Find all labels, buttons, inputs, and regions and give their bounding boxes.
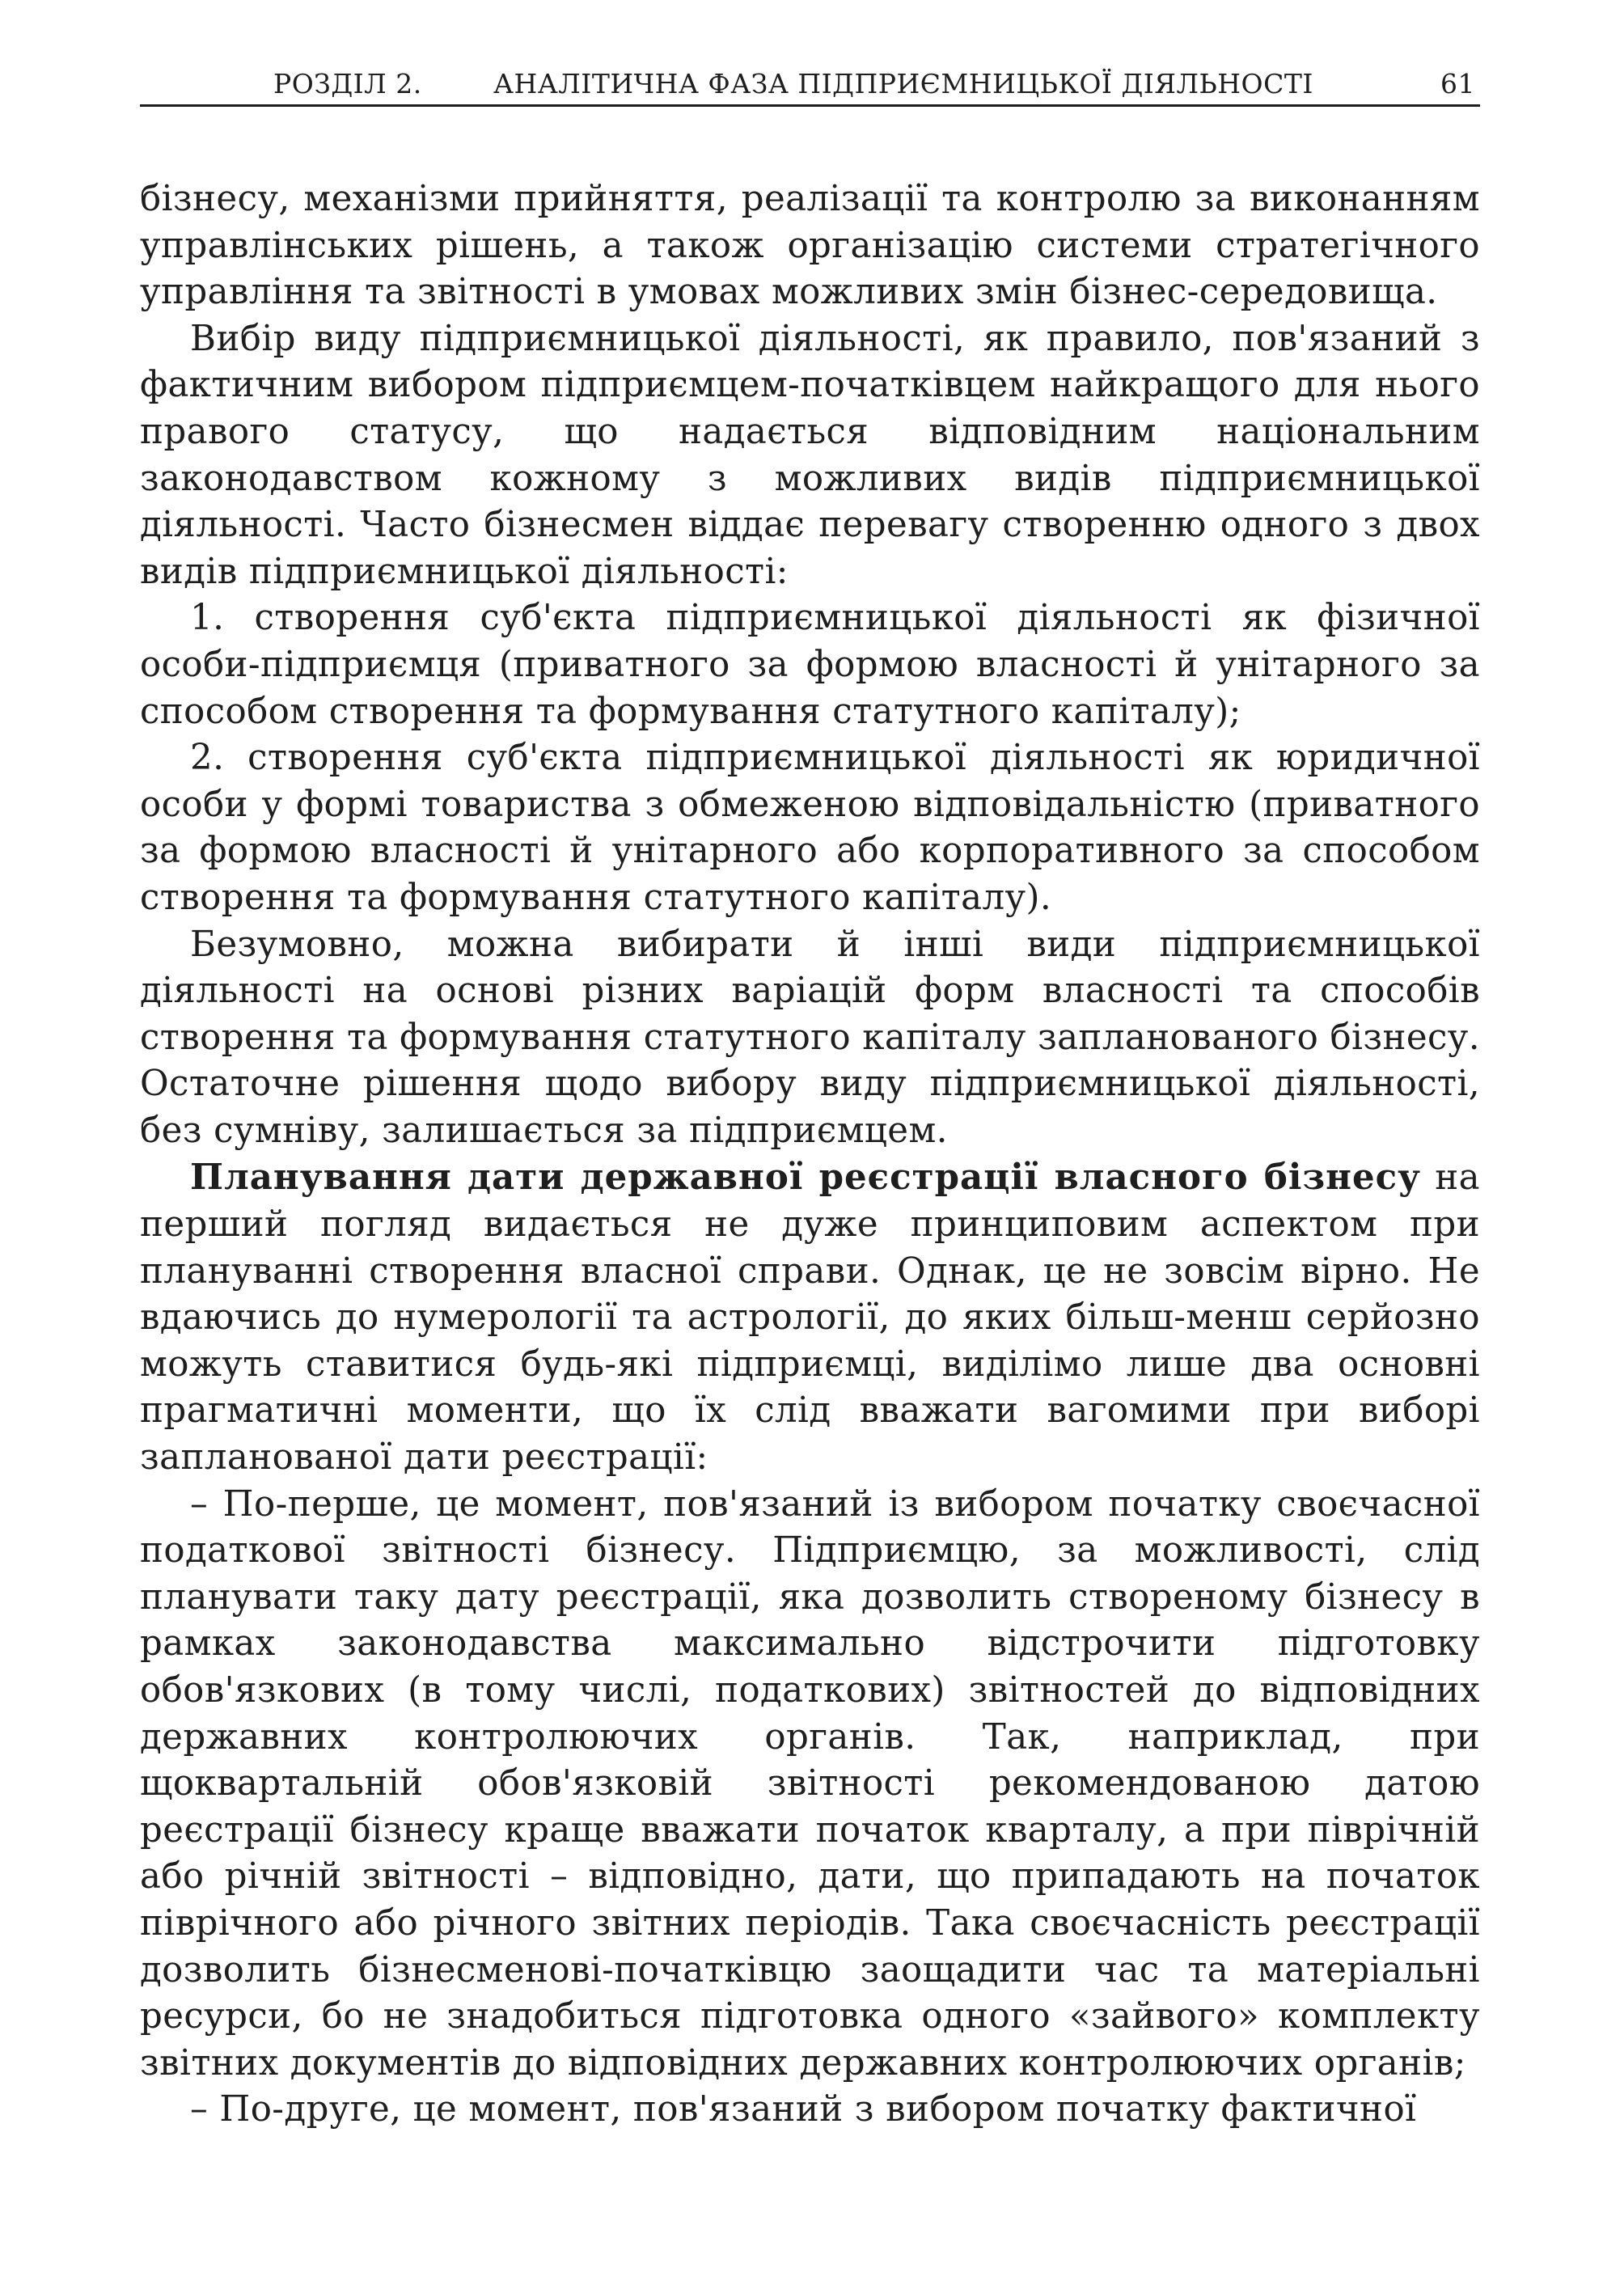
body-text <box>140 176 1480 2134</box>
paragraph: – По-друге, це момент, пов'язаний з вибором початку фактичної <box>190 2089 1417 2130</box>
chapter-label: РОЗДІЛ 2. <box>273 68 422 99</box>
paragraph-text: на перший погляд видається не дуже принциповим аспектом при плануванні створення власної справи. Однак, це не зовсім вірно. Не вдаючись до нумерології та астрології, до яких більш-менш серйозно можуть ставитися будь-які підприємці, виділімо лише два основні прагматичні моменти, що їх слід вважати вагомими при виборі запланованої дати реєстрації: <box>140 1157 1480 1479</box>
paragraph: – По-перше, це момент, пов'язаний із вибором початку своєчасної податкової звітності бізнесу. Підприємцю, за можливості, слід планувати таку дату реєстрації, яка дозволить створеному бізнесу в рамках законодавства максимально відстрочити підготовку обов'язкових (в тому числі, податкових) звітностей до відповідних державних контролюючих органів. Так, наприклад, при щоквартальній обов'язковій звітності рекомендованою датою реєстрації бізнесу краще вважати початок кварталу, а при піврічній або річній звітності – відповідно, дати, що припадають на початок піврічного або річного звітних періодів. Така своєчасність реєстрації дозволить бізнесменові-початківцю заощадити час та матеріальні ресурси, бо не знадобиться підготовка одного «зайвого» комплекту звітних документів до відповідних державних контролюючих органів; <box>140 1483 1480 2084</box>
running-head <box>140 68 1480 100</box>
list-item: 2. створення суб'єкта підприємницької діяльності як юридичної особи у формі товариства з обмеженою відповідальністю (приватного за формою власності й унітарного або корпоративного за способом створення та формування статутного капіталу). <box>140 738 1480 918</box>
bold-term: Планування дати державної реєстрації власного бізнесу <box>190 1157 1421 1199</box>
paragraph: Вибір виду підприємницької діяльності, як правило, пов'язаний з фактичним вибором підприємцем-початківцем найкращого для нього правого статусу, що надається відповідним національним законодавством кожному з можливих видів підприємницької діяльності. Часто бізнесмен віддає перевагу створенню одного з двох видів підприємницької діяльності: <box>140 318 1480 592</box>
list-item: 1. створення суб'єкта підприємницької діяльності як фізичної особи-підприємця (приватного за формою власності й унітарного за способом створення та формування статутного капіталу); <box>140 598 1480 732</box>
paragraph: бізнесу, механізми прийняття, реалізації та контролю за виконанням управлінських рішень, а також організацію системи стратегічного управління та звітності в умовах можливих змін бізнес-середовища. <box>140 179 1480 313</box>
page-number: 61 <box>1440 68 1475 99</box>
paragraph <box>140 1154 1480 1481</box>
header-rule <box>140 104 1480 107</box>
paragraph: Безумовно, можна вибирати й інші види підприємницької діяльності на основі різних варіацій форм власності та способів створення та формування статутного капіталу запланованого бізнесу. Остаточне рішення щодо вибору виду підприємницької діяльності, без сумніву, залишається за підприємцем. <box>140 924 1480 1151</box>
chapter-title: АНАЛІТИЧНА ФАЗА ПІДПРИЄМНИЦЬКОЇ ДІЯЛЬНОСТІ <box>493 68 1313 99</box>
